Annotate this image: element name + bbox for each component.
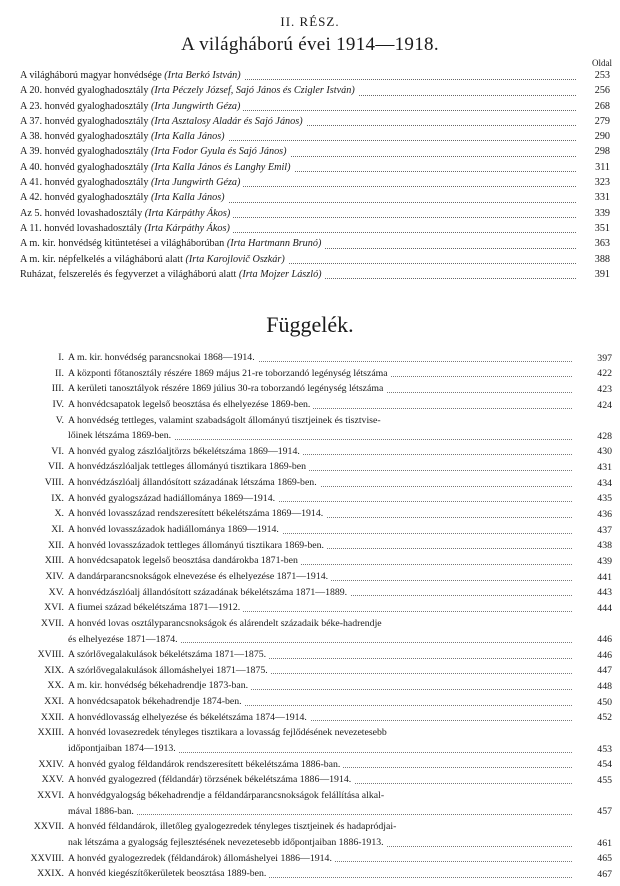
toc-entry <box>20 160 610 175</box>
appendix-entry <box>20 710 612 726</box>
appendix-entry-page: 443 <box>597 587 612 599</box>
appendix-entry-text: A honvéd gyalogszázad hadiállománya 1869—1914. <box>68 491 278 506</box>
appendix-entry-number: XXVII. <box>33 821 64 833</box>
toc-entry <box>20 114 610 129</box>
appendix-entry-text: A honvéd gyalogezred (féldandár) törzsének békelétszáma 1886—1914. <box>68 772 354 787</box>
toc-entry <box>20 83 610 98</box>
toc-entry <box>20 267 610 282</box>
appendix-entry-page: 461 <box>597 837 612 849</box>
toc-entry-text: Az 5. honvéd lovashadosztály <box>20 207 143 219</box>
toc-entry-text: A 37. honvéd gyaloghadosztály <box>20 115 149 127</box>
appendix-entry-page: 452 <box>597 712 612 724</box>
appendix-entry <box>20 491 612 507</box>
appendix-entry-page: 454 <box>597 759 612 771</box>
appendix-entry-text: nak létszáma a gyalogság fejlesztésének nevezetesebb időpontjaiban 1886-1913. <box>68 835 387 850</box>
appendix-entry-page: 437 <box>597 524 612 536</box>
appendix-entry <box>20 475 612 491</box>
appendix-entry-text: A honvéd lovasszázad rendszeresített békelétszáma 1869—1914. <box>68 506 326 521</box>
appendix-entry-page: 467 <box>597 868 612 880</box>
appendix-entry-number: VIII. <box>44 477 64 489</box>
appendix-entry-page: 428 <box>597 430 612 442</box>
toc-entry <box>20 190 610 205</box>
appendix-entry-text: lőinek létszáma 1869-ben. <box>68 428 174 443</box>
appendix-title: Függelék. <box>266 312 354 337</box>
appendix-entry <box>20 413 612 444</box>
appendix-entry-text: A honvédcsapatok békehadrendje 1874-ben. <box>68 694 245 709</box>
toc-entry-page: 331 <box>578 190 610 205</box>
appendix-entry-text: A honvédlovasság elhelyezése és békelétszáma 1874—1914. <box>68 710 310 725</box>
appendix-entry <box>20 725 612 756</box>
appendix-entry-page: 453 <box>597 743 612 755</box>
appendix-entry <box>20 647 612 663</box>
appendix-entry-text: A m. kir. honvédség békehadrendje 1873-ban. <box>68 678 251 693</box>
appendix-entry-number: IV. <box>52 398 64 410</box>
appendix-entry-number: II. <box>55 367 64 379</box>
toc-entry-author: (Irta Kárpáthy Ákos) <box>144 207 231 219</box>
appendix-entry <box>20 663 612 679</box>
appendix-entry-number: IX. <box>51 492 64 504</box>
appendix-entry-number: XX. <box>47 680 64 692</box>
toc-entry-text: A m. kir. honvédség kitüntetései a világháborúban <box>20 238 225 250</box>
appendix-entry-text: A honvédség tettleges, valamint szabadságolt állományú tisztjeinek és tisztvise- <box>68 413 384 428</box>
appendix-entry-number: III. <box>51 383 64 395</box>
appendix-entry-text: időpontjaiban 1874—1913. <box>68 741 179 756</box>
appendix-entry-text: A központi főtanosztály részére 1869 május 21-re toborzandó legénység létszáma <box>68 366 391 381</box>
appendix-entry-number: X. <box>54 508 64 520</box>
appendix-entry-page: 448 <box>597 681 612 693</box>
appendix-entry <box>20 522 612 538</box>
toc-entry-page: 339 <box>578 206 610 221</box>
appendix-entry-number: XXIV. <box>38 758 64 770</box>
appendix-entry <box>20 397 612 413</box>
appendix-entry-number: XXIII. <box>37 727 64 739</box>
appendix-entry <box>20 538 612 554</box>
appendix-entry <box>20 616 612 647</box>
part-heading: II. RÉSZ. <box>280 14 340 29</box>
toc-entry-text: A 41. honvéd gyaloghadosztály <box>20 177 149 189</box>
toc-entry <box>20 221 610 236</box>
toc-entry <box>20 206 610 221</box>
toc-entry-title <box>20 190 228 205</box>
toc-entry-text: A 11. honvéd lovashadosztály <box>20 222 142 234</box>
appendix-entry-page: 422 <box>597 368 612 380</box>
toc-entry-title <box>20 83 358 98</box>
appendix-entry-number: I. <box>58 352 64 363</box>
toc-entry-page: 363 <box>578 236 610 251</box>
appendix-entry-text: és elhelyezése 1871—1874. <box>68 632 181 647</box>
toc-entry <box>20 144 610 159</box>
appendix-entry-page: 397 <box>597 352 612 364</box>
toc-entry-author: (Irta Mojzer László) <box>238 268 322 280</box>
appendix-entry-text: A dandárparancsnokságok elnevezése és elhelyezése 1871—1914. <box>68 569 331 584</box>
appendix-entry-text: A honvéd lovasezredek tényleges tisztikara a lovasság fejlődésének nevezetesebb <box>68 725 390 740</box>
table-of-contents <box>20 68 610 282</box>
appendix-entry <box>20 694 612 710</box>
appendix-entry-page: 465 <box>597 853 612 865</box>
appendix-entry-number: V. <box>55 414 64 426</box>
appendix-entry <box>20 381 612 397</box>
toc-entry-page: 388 <box>578 252 610 267</box>
toc-entry <box>20 99 610 114</box>
toc-entry-author: (Irta Asztalosy Aladár és Sajó János) <box>151 115 303 127</box>
toc-entry-text: A 20. honvéd gyaloghadosztály <box>20 85 149 97</box>
appendix-entry-text: A honvéd lovasszázadok hadiállománya 1869—1914. <box>68 522 282 537</box>
appendix-entry-page: 457 <box>597 806 612 818</box>
appendix-entry-page: 446 <box>597 634 612 646</box>
appendix-entry-page: 436 <box>597 509 612 521</box>
appendix-entry <box>20 757 612 773</box>
toc-entry-author: (Irta Kalla János és Langhy Emil) <box>151 161 291 173</box>
appendix-entry-text: A honvédgyalogság békehadrendje a féldandárparancsnokságok felállítása alkal- <box>68 788 387 803</box>
leader-dots <box>68 814 572 815</box>
appendix-entry-text: A honvéd kiegészítőkerületek beosztása 1889-ben. <box>68 866 269 881</box>
toc-entry-title <box>20 252 288 267</box>
appendix-entry-number: XI. <box>51 524 64 536</box>
page-column-label: Oldal <box>592 58 612 68</box>
toc-entry-title <box>20 160 294 175</box>
appendix-entry <box>20 851 612 867</box>
appendix-entry <box>20 366 612 382</box>
appendix-entry-text: A honvéd gyalogezredek (féldandárok) állomáshelyei 1886—1914. <box>68 851 335 866</box>
toc-entry-title <box>20 236 324 251</box>
toc-entry-page: 311 <box>578 160 610 175</box>
toc-entry-author: (Irta Hartmann Brunó) <box>226 238 322 250</box>
toc-entry-title <box>20 267 325 282</box>
appendix-entry-text: mával 1886-ban. <box>68 804 137 819</box>
appendix-entry-page: 431 <box>597 462 612 474</box>
toc-entry-title <box>20 206 233 221</box>
appendix-entry <box>20 459 612 475</box>
appendix-entry <box>20 506 612 522</box>
toc-entry-author: (Irta Péczely József, Sajó János és Czigler István) <box>151 85 355 97</box>
appendix-entry-text: A honvéd lovasszázadok tettleges állományú tisztikara 1869-ben. <box>68 538 327 553</box>
appendix-entry-text: A honvéd gyalog féldandárok rendszeresített békelétszáma 1886-ban. <box>68 757 343 772</box>
appendix-entry-text: A honvédzászlóalj állandósított századának létszáma 1869-ben. <box>68 475 320 490</box>
toc-entry-title <box>20 144 290 159</box>
appendix-entry <box>20 819 612 850</box>
toc-entry-page: 256 <box>578 83 610 98</box>
appendix-entry <box>20 788 612 819</box>
toc-entry-page: 268 <box>578 99 610 114</box>
toc-entry-page: 298 <box>578 144 610 159</box>
appendix-entry-text: A honvéd gyalog zászlóaljtörzs békelétszáma 1869—1914. <box>68 444 303 459</box>
toc-entry-author: (Irta Kalla János) <box>151 192 225 204</box>
appendix-entry-page: 444 <box>597 602 612 614</box>
appendix-entry-number: XXVIII. <box>30 852 64 864</box>
toc-entry-title <box>20 129 228 144</box>
appendix-entry-page: 434 <box>597 477 612 489</box>
appendix-entry-page: 423 <box>597 383 612 395</box>
toc-entry-title <box>20 221 233 236</box>
appendix-entry-page: 439 <box>597 555 612 567</box>
toc-entry-text: A 38. honvéd gyaloghadosztály <box>20 131 149 143</box>
appendix-entry-page: 438 <box>597 540 612 552</box>
toc-entry-text: A m. kir. népfelkelés a világháború alatt <box>20 253 183 265</box>
appendix-entry <box>20 866 612 882</box>
appendix-entry <box>20 444 612 460</box>
appendix-entry-number: XIII. <box>44 555 64 567</box>
appendix-entry-number: XII. <box>47 539 64 551</box>
appendix-entry-page: 455 <box>597 774 612 786</box>
appendix-entry-number: VII. <box>47 461 64 473</box>
appendix-entry-number: VI. <box>51 445 64 457</box>
appendix-entry-page: 446 <box>597 649 612 661</box>
appendix-entry <box>20 553 612 569</box>
appendix-entry-number: XIV. <box>45 570 64 582</box>
appendix-entry-number: XVIII. <box>37 649 64 661</box>
toc-entry-author: (Irta Jungwirth Géza) <box>151 177 241 189</box>
toc-entry <box>20 252 610 267</box>
appendix-entry-number: XXIX. <box>37 868 64 880</box>
appendix-entry-text: A szórlővegalakulások állomáshelyei 1871—1875. <box>68 663 271 678</box>
appendix-entry-page: 447 <box>597 665 612 677</box>
appendix-entry <box>20 600 612 616</box>
toc-entry-author: (Irta Kalla János) <box>151 131 225 143</box>
appendix-entry-page: 435 <box>597 493 612 505</box>
appendix-entry-number: XV. <box>48 586 64 598</box>
appendix-entry-text: A honvédcsapatok legelső beosztása és elhelyezése 1869-ben. <box>68 397 313 412</box>
toc-entry-title <box>20 68 244 83</box>
toc-entry <box>20 68 610 83</box>
appendix-entry-text: A honvédzászlóalj állandósított századának békelétszáma 1871—1889. <box>68 585 350 600</box>
appendix-entry <box>20 772 612 788</box>
toc-entry-author: (Irta Kárpáthy Ákos) <box>144 222 230 234</box>
appendix-entry-number: XXI. <box>44 696 64 708</box>
toc-entry-page: 279 <box>578 114 610 129</box>
toc-entry-text: A 42. honvéd gyaloghadosztály <box>20 192 149 204</box>
appendix-entry-number: XVI. <box>44 602 64 614</box>
appendix-entry-number: XVII. <box>40 617 64 629</box>
toc-entry-title <box>20 114 306 129</box>
toc-entry <box>20 175 610 190</box>
appendix-entry <box>20 569 612 585</box>
appendix-entry-number: XXVI. <box>37 789 64 801</box>
appendix-entry-text: A kerületi tanosztályok részére 1869 július 30-ra toborzandó legénység létszáma <box>68 381 386 396</box>
appendix-entry-page: 450 <box>597 696 612 708</box>
appendix-entry-text: A honvéd lovas osztályparancsnokságok és alárendelt századaik béke-hadrendje <box>68 616 385 631</box>
toc-entry-page: 391 <box>578 267 610 282</box>
toc-entry-text: Ruházat, felszerelés és fegyverzet a világháború alatt <box>20 268 237 280</box>
appendix-entry <box>20 678 612 694</box>
toc-entry-text: A 39. honvéd gyaloghadosztály <box>20 146 149 158</box>
appendix-contents <box>20 350 612 882</box>
toc-entry-author: (Irta Karojlovič Oszkár) <box>185 253 285 265</box>
appendix-entry-text: A honvéd féldandárok, illetőleg gyalogezredek tényleges tisztjeinek és hadapródjai- <box>68 819 399 834</box>
appendix-entry-page: 430 <box>597 446 612 458</box>
appendix-entry <box>20 350 612 366</box>
section-title: A világháború évei 1914—1918. <box>181 34 439 55</box>
toc-entry <box>20 129 610 144</box>
appendix-entry-number: XXII. <box>40 711 64 723</box>
toc-entry-author: (Irta Jungwirth Géza) <box>151 100 241 112</box>
appendix-entry-text: A m. kir. honvédség parancsnokai 1868—1914. <box>68 350 258 365</box>
appendix-entry-text: A honvédzászlóaljak tettleges állományú tisztikara 1869-ben <box>68 459 309 474</box>
appendix-entry-number: XXV. <box>41 774 64 786</box>
toc-entry-title <box>20 99 243 114</box>
appendix-entry-page: 441 <box>597 571 612 583</box>
toc-entry-page: 253 <box>578 68 610 83</box>
appendix-entry-text: A fiumei század békelétszáma 1871—1912. <box>68 600 243 615</box>
appendix-entry-text: A honvédcsapatok legelső beosztása dandárokba 1871-ben <box>68 553 301 568</box>
toc-entry <box>20 236 610 251</box>
toc-entry-text: A világháború magyar honvédsége <box>20 70 162 81</box>
toc-entry-author: (Irta Fodor Gyula és Sajó János) <box>151 146 287 158</box>
toc-entry-text: A 40. honvéd gyaloghadosztály <box>20 161 149 173</box>
toc-entry-author: (Irta Berkó István) <box>164 70 241 81</box>
appendix-entry-number: XIX. <box>44 664 64 676</box>
appendix-entry <box>20 585 612 601</box>
appendix-entry-text: A szórlővegalakulások békelétszáma 1871—1875. <box>68 647 269 662</box>
toc-entry-page: 323 <box>578 175 610 190</box>
appendix-entry-page: 424 <box>597 399 612 411</box>
toc-entry-page: 290 <box>578 129 610 144</box>
toc-entry-page: 351 <box>578 221 610 236</box>
toc-entry-text: A 23. honvéd gyaloghadosztály <box>20 100 149 112</box>
toc-entry-title <box>20 175 243 190</box>
